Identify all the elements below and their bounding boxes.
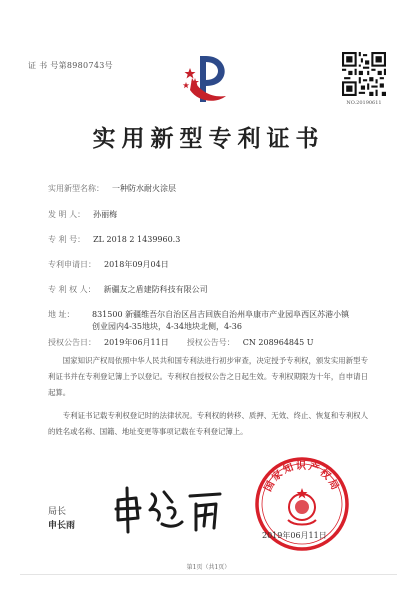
field-grant-date <box>48 337 313 348</box>
qr-serial: NO.20190611 <box>346 100 382 106</box>
field-value: 孙丽梅 <box>93 210 118 219</box>
paragraph-grant-notice: 国家知识产权局依照中华人民共和国专利法进行初步审查，决定授予专利权，颁发实用新型专利证书并在专利登记簿上予以登记。专利权自授权公告之日起生效。专利权期限为十年，自申请日起算。 <box>48 356 368 397</box>
field-label: 授权公告号： <box>186 338 235 347</box>
signatory-name: 申长雨 <box>48 521 76 531</box>
field-value: 2018年09月04日 <box>104 260 169 269</box>
field-label: 专 利 权 人： <box>48 285 96 294</box>
paragraph-legal-status: 专利证书记载专利权登记时的法律状况。专利权的转移、质押、无效、终止、恢复和专利权人的姓名或名称、国籍、地址变更等事项记载在专利登记簿上。 <box>48 411 368 436</box>
field-label: 专利申请日： <box>48 260 96 269</box>
field-value: ZL 2018 2 1439960.3 <box>93 235 181 244</box>
qr-code-icon <box>342 52 386 96</box>
field-address <box>48 309 75 320</box>
signatory-title: 局长 <box>48 507 67 517</box>
field-value: 2019年06月11日 <box>104 338 169 347</box>
svg-text:国家知识产权局: 国家知识产权局 <box>262 460 342 494</box>
field-value: 新疆友之盾建防科技有限公司 <box>103 285 208 294</box>
cnipa-logo-icon <box>178 48 240 110</box>
field-label: 地 址： <box>48 310 75 319</box>
footer-divider <box>20 574 397 575</box>
field-value: 一种防水耐火涂层 <box>112 184 176 193</box>
handwritten-signature-icon <box>112 484 224 536</box>
field-inventor <box>48 209 117 220</box>
field-application-date <box>48 259 169 270</box>
address-value: 831500 新疆维吾尔自治区昌吉回族自治州阜康市产业园阜西区苏港小镇创业园内4-35地块，4-34地块北侧，4-36 <box>92 310 350 331</box>
field-label: 发 明 人： <box>48 210 86 219</box>
page-title: 实用新型专利证书 <box>92 125 325 152</box>
seal-date: 2019年06月11日 <box>262 531 327 540</box>
field-label: 授权公告日： <box>48 338 96 347</box>
field-value: CN 208964845 U <box>242 338 314 347</box>
field-label: 实用新型名称： <box>48 184 104 193</box>
field-utility-model-name <box>48 183 176 194</box>
certificate-number: 证 书 号第8980743号 <box>28 61 113 70</box>
field-label: 专 利 号： <box>48 235 86 244</box>
page-footer: 第1页（共1页） <box>186 564 231 571</box>
field-patent-number <box>48 234 180 245</box>
field-patentee <box>48 284 208 295</box>
